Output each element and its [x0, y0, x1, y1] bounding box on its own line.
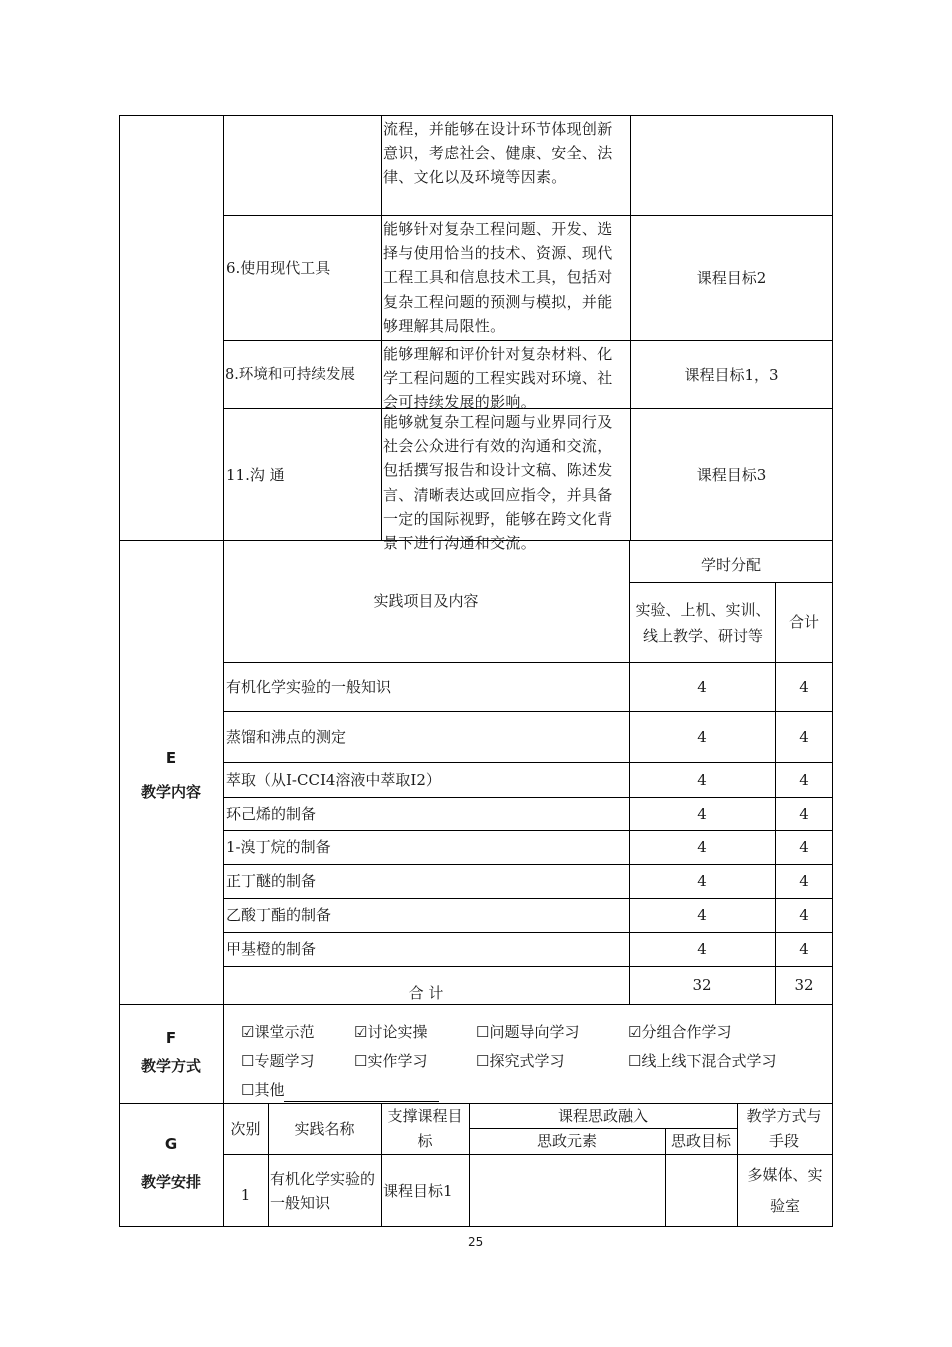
project-lab-hours: 4 [697, 838, 707, 856]
project-total-hours: 4 [799, 906, 809, 924]
project-total-hours: 4 [799, 872, 809, 890]
outcome-target: 课程目标1，3 [684, 365, 779, 384]
arrangement-elements [469, 1154, 665, 1227]
outcome-requirement: 8.环境和可持续发展 [225, 366, 355, 383]
section-letter: F [165, 1029, 177, 1047]
sum-lab-hours: 32 [692, 976, 712, 994]
outcome-description: 能够就复杂工程问题与业界同行及社会公众进行有效的沟通和交流，包括撰写报告和设计文稿、陈述发言、清晰表达或回应指令，并具备一定的国际视野，能够在跨文化背景下进行沟通和交流。 [383, 413, 613, 553]
outcome-requirement: 6.使用现代工具 [226, 258, 331, 277]
header-elements: 思政元素 [536, 1132, 597, 1150]
arrangement-index: 1 [240, 1185, 251, 1204]
header-target: 支撑课程目标 [387, 1106, 463, 1150]
project-total-hours: 4 [799, 804, 809, 823]
project-total-hours: 4 [799, 838, 809, 856]
arrangement-target: 课程目标1 [383, 1181, 453, 1200]
section-title: 教学安排 [140, 1173, 201, 1191]
project-lab-hours: 4 [697, 940, 707, 958]
sum-label: 合 计 [408, 984, 444, 1002]
project-lab-hours: 4 [697, 770, 707, 789]
divider [381, 115, 382, 540]
project-total-hours: 4 [799, 677, 809, 696]
arrangement-name: 有机化学实验的一般知识 [270, 1169, 376, 1212]
outcome-description: 能够针对复杂工程问题、开发、选择与使用恰当的技术、资源、现代工程工具和信息技术工具，包括对复杂工程问题的预测与模拟，并能够理解其局限性。 [383, 220, 613, 335]
method-option[interactable]: ☐问题导向学习 [476, 1023, 580, 1041]
project-name: 环己烯的制备 [226, 804, 317, 823]
method-option[interactable]: ☐实作学习 [354, 1052, 428, 1070]
project-total-hours: 4 [799, 770, 809, 789]
header-method: 教学方式与手段 [746, 1106, 822, 1150]
divider [737, 1103, 738, 1227]
section-title: 教学内容 [140, 783, 201, 801]
project-lab-hours: 4 [697, 677, 707, 696]
project-name: 蒸馏和沸点的测定 [226, 727, 347, 746]
header-hours: 学时分配 [700, 556, 761, 574]
project-name: 甲基橙的制备 [226, 940, 317, 958]
method-option[interactable]: ☑分组合作学习 [628, 1023, 732, 1041]
method-option[interactable]: ☑课堂示范 [241, 1023, 315, 1041]
section-e-label [119, 745, 223, 805]
project-name: 萃取（从I-CCI4溶液中萃取I2） [226, 770, 441, 789]
section-letter: E [165, 749, 177, 767]
project-name: 正丁醚的制备 [226, 872, 317, 890]
project-total-hours: 4 [799, 727, 809, 746]
project-name: 1-溴丁烷的制备 [226, 838, 331, 856]
header-ideology: 课程思政融入 [557, 1106, 648, 1125]
header-index: 次别 [230, 1119, 261, 1138]
header-lab: 实验、上机、实训、线上教学、研讨等 [635, 601, 771, 645]
header-project: 实践项目及内容 [373, 592, 479, 610]
outcome-target: 课程目标2 [696, 269, 767, 287]
outcome-description: 能够理解和评价针对复杂材料、化学工程问题的工程实践对环境、社会可持续发展的影响。 [383, 345, 613, 412]
project-lab-hours: 4 [697, 906, 707, 924]
page-number: 25 [468, 1235, 484, 1249]
project-name: 乙酸丁酯的制备 [226, 906, 332, 924]
outcome-requirement: 11.沟 通 [226, 465, 285, 484]
divider [223, 1004, 224, 1103]
method-option[interactable]: ☐线上线下混合式学习 [628, 1052, 777, 1070]
method-option-other[interactable] [241, 1078, 439, 1102]
project-name: 有机化学实验的一般知识 [226, 677, 392, 696]
outcome-description: 流程，并能够在设计环节体现创新意识，考虑社会、健康、安全、法律、文化以及环境等因素。 [383, 120, 613, 187]
section-g-label [119, 1133, 223, 1193]
project-lab-hours: 4 [697, 872, 707, 890]
project-total-hours: 4 [799, 940, 809, 958]
method-option[interactable]: ☑讨论实操 [354, 1023, 428, 1041]
method-option[interactable]: ☐专题学习 [241, 1052, 315, 1070]
section-letter: G [164, 1135, 178, 1153]
method-option[interactable]: ☐探究式学习 [476, 1052, 565, 1070]
project-lab-hours: 4 [697, 727, 707, 746]
outcome-target: 课程目标3 [696, 465, 767, 484]
section-f-label [119, 1027, 223, 1077]
arrangement-method: 多媒体、实验室 [747, 1165, 823, 1215]
sum-total-hours: 32 [794, 976, 814, 994]
header-name: 实践名称 [294, 1119, 355, 1138]
method-option-label: ☐其他 [241, 1081, 285, 1099]
header-goal: 思政目标 [670, 1132, 731, 1150]
header-total: 合计 [788, 613, 819, 631]
section-title: 教学方式 [140, 1057, 201, 1075]
project-lab-hours: 4 [697, 804, 707, 823]
other-blank-field[interactable] [284, 1083, 439, 1102]
arrangement-goal [665, 1154, 737, 1227]
